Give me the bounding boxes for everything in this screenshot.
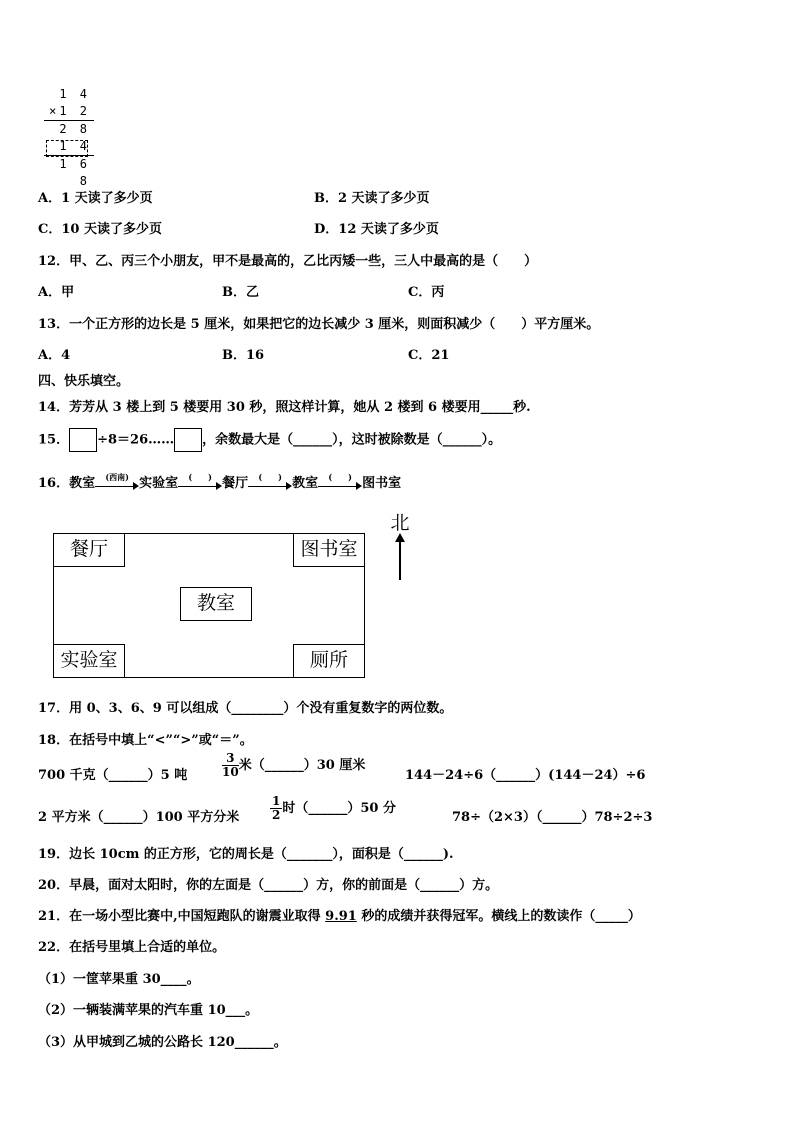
school-map <box>53 533 365 678</box>
q18-item-2 <box>222 752 365 779</box>
direction-arrow-3[interactable] <box>248 471 292 492</box>
q14-text: 14．芳芳从 3 楼上到 5 楼要用 30 秒，照这样计算，她从 2 楼到 6 楼要用_____秒. <box>38 400 531 415</box>
q18-item-1: 700 千克（______）5 吨 <box>38 768 188 783</box>
dashed-highlight-box <box>46 140 88 157</box>
q18-item-2-text: 米（______）30 厘米 <box>238 758 366 773</box>
mult-row-2: ×1 2 <box>49 104 90 118</box>
q15-line <box>38 428 501 452</box>
room-lab: 实验室 <box>54 644 125 677</box>
room-classroom: 教室 <box>180 587 252 621</box>
q11-option-d[interactable]: D．12 天读了多少页 <box>314 222 439 237</box>
vertical-multiplication <box>44 86 94 188</box>
q11-option-c[interactable]: C．10 天读了多少页 <box>38 222 162 237</box>
q13-option-a[interactable]: A．4 <box>38 348 71 363</box>
q16-place-3: 餐厅 <box>222 476 249 491</box>
arrow-label-4: ( ) <box>328 471 352 482</box>
fraction-3-10 <box>222 752 239 779</box>
q19-text: 19．边长 10cm 的正方形，它的周长是（_______），面积是（______). <box>38 847 454 862</box>
q16-place-5: 图书室 <box>362 476 402 491</box>
q18-item-6: 78÷（2×3）（______）78÷2÷3 <box>452 810 653 825</box>
q21-pre: 21．在一场小型比赛中,中国短跑队的谢震业取得 <box>38 909 326 924</box>
north-arrow-shaft <box>399 540 401 580</box>
section-heading: 四、快乐填空。 <box>38 374 130 389</box>
mult-row-1: 1 4 <box>59 87 90 101</box>
direction-arrow-1 <box>95 471 139 492</box>
q15-division: ÷8＝26…… <box>97 432 175 448</box>
q22-part-3: （3）从甲城到乙城的公路长 120______。 <box>38 1035 287 1050</box>
mult-row-4: 1 4 <box>59 139 90 153</box>
room-library: 图书室 <box>293 534 364 567</box>
q16-place-2: 实验室 <box>139 476 179 491</box>
q16-place-4: 教室 <box>292 476 319 491</box>
q21-underlined-number: 9.91 <box>325 909 357 924</box>
q11-option-a[interactable]: A．1 天读了多少页 <box>38 191 153 206</box>
q12-option-a[interactable]: A．甲 <box>38 285 75 300</box>
q18-stem: 18．在括号中填上“<”“>”或“＝”。 <box>38 733 253 748</box>
q12-option-b[interactable]: B．乙 <box>222 285 259 300</box>
q18-item-5 <box>270 795 396 822</box>
fraction-numerator: 1 <box>272 794 281 808</box>
q13-option-c[interactable]: C．21 <box>408 348 450 363</box>
fraction-1-2 <box>270 795 282 822</box>
room-canteen: 餐厅 <box>54 534 125 567</box>
q21-post: 秒的成绩并获得冠军。横线上的数读作（_____） <box>356 909 641 924</box>
q18-item-5-text: 时（______）50 分 <box>282 801 396 816</box>
q17-text: 17．用 0、3、6、9 可以组成（________）个没有重复数字的两位数。 <box>38 701 453 716</box>
mult-row-5: 1 6 8 <box>44 155 94 173</box>
q18-item-3: 144－24÷6（______）(144－24）÷6 <box>405 768 646 783</box>
q11-option-b[interactable]: B．2 天读了多少页 <box>314 191 430 206</box>
q22-stem: 22．在括号里填上合适的单位。 <box>38 940 226 955</box>
q15-tail: ，余数最大是（______），这时被除数是（______）。 <box>202 432 502 448</box>
arrow-label-1: (西南) <box>105 471 129 482</box>
remainder-blank-box[interactable] <box>174 428 202 452</box>
q21-text <box>38 905 641 924</box>
q13-option-b[interactable]: B．16 <box>222 348 265 363</box>
room-restroom: 厕所 <box>293 644 364 677</box>
q18-item-4: 2 平方米（______）100 平方分米 <box>38 810 240 825</box>
fraction-denominator: 10 <box>222 765 239 779</box>
q13-stem: 13．一个正方形的边长是 5 厘米，如果把它的边长减少 3 厘米，则面积减少（ ）平方厘米。 <box>38 317 600 332</box>
q16-number: 16． <box>38 476 70 491</box>
fraction-numerator: 3 <box>222 752 239 766</box>
q22-part-2: （2）一辆装满苹果的汽车重 10___。 <box>38 1003 259 1018</box>
dividend-blank-box[interactable] <box>69 428 97 452</box>
mult-row-3: 2 8 <box>44 120 94 138</box>
direction-arrow-2[interactable] <box>178 471 222 492</box>
q12-stem: 12．甲、乙、丙三个小朋友，甲不是最高的，乙比丙矮一些，三人中最高的是（ ） <box>38 254 538 269</box>
fraction-denominator: 2 <box>272 808 281 822</box>
q20-text: 20．早晨，面对太阳时，你的左面是（______）方，你的前面是（______）方。 <box>38 878 499 893</box>
arrow-label-2: ( ) <box>188 471 212 482</box>
q16-place-1: 教室 <box>69 476 96 491</box>
direction-arrow-4[interactable] <box>318 471 362 492</box>
q12-option-c[interactable]: C．丙 <box>408 285 445 300</box>
q22-part-1: （1）一筐苹果重 30____。 <box>38 972 200 987</box>
north-label: 北 <box>390 512 410 534</box>
q15-number: 15． <box>38 432 70 448</box>
q16-line <box>38 472 401 492</box>
arrow-label-3: ( ) <box>258 471 282 482</box>
